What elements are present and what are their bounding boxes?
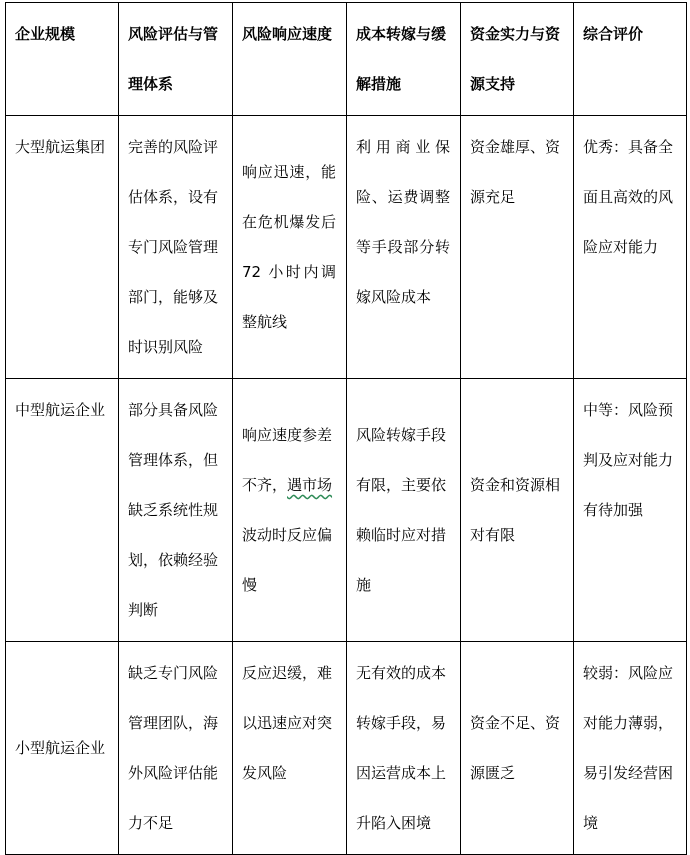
header-cell-scale: 企业规模 — [6, 3, 119, 116]
risk-comparison-table — [5, 2, 687, 855]
cell-risk-system: 完善的风险评估体系，设有专门风险管理部门，能够及时识别风险 — [119, 116, 233, 379]
table-row — [6, 116, 687, 379]
cell-scale: 中型航运企业 — [6, 379, 119, 642]
table-row — [6, 642, 687, 855]
header-cell-cost-transfer: 成本转嫁与缓解措施 — [347, 3, 461, 116]
cell-response-speed: 反应迟缓，难以迅速应对突发风险 — [233, 642, 347, 855]
cell-risk-system: 部分具备风险管理体系，但缺乏系统性规划，依赖经验判断 — [119, 379, 233, 642]
cell-response-speed — [233, 379, 347, 642]
cell-evaluation: 较弱：风险应对能力薄弱，易引发经营困境 — [574, 642, 687, 855]
cell-cost-transfer: 风险转嫁手段有限，主要依赖临时应对措施 — [347, 379, 461, 642]
header-cell-risk-system: 风险评估与管理体系 — [119, 3, 233, 116]
header-cell-evaluation: 综合评价 — [574, 3, 687, 116]
table-header-row — [6, 3, 687, 116]
cell-evaluation: 优秀：具备全面且高效的风险应对能力 — [574, 116, 687, 379]
cell-funding: 资金雄厚、资源充足 — [461, 116, 574, 379]
cell-scale: 小型航运企业 — [6, 642, 119, 855]
response-speed-text-before: 响应速度参差不齐， — [242, 426, 333, 494]
grammar-marked-text: 遇市场 — [287, 476, 333, 494]
cell-risk-system: 缺乏专门风险管理团队，海外风险评估能力不足 — [119, 642, 233, 855]
cell-response-speed: 响应迅速，能在危机爆发后72 小时内调整航线 — [233, 116, 347, 379]
cell-cost-transfer: 利用商业保险、运费调整等手段部分转嫁风险成本 — [347, 116, 461, 379]
table-row — [6, 379, 687, 642]
cell-scale: 大型航运集团 — [6, 116, 119, 379]
header-cell-response-speed: 风险响应速度 — [233, 3, 347, 116]
cell-funding: 资金不足、资源匮乏 — [461, 642, 574, 855]
cell-cost-transfer: 无有效的成本转嫁手段，易因运营成本上升陷入困境 — [347, 642, 461, 855]
cell-funding: 资金和资源相对有限 — [461, 379, 574, 642]
cell-evaluation: 中等：风险预判及应对能力有待加强 — [574, 379, 687, 642]
response-speed-text-after: 波动时反应偏慢 — [242, 526, 333, 594]
header-cell-funding: 资金实力与资源支持 — [461, 3, 574, 116]
